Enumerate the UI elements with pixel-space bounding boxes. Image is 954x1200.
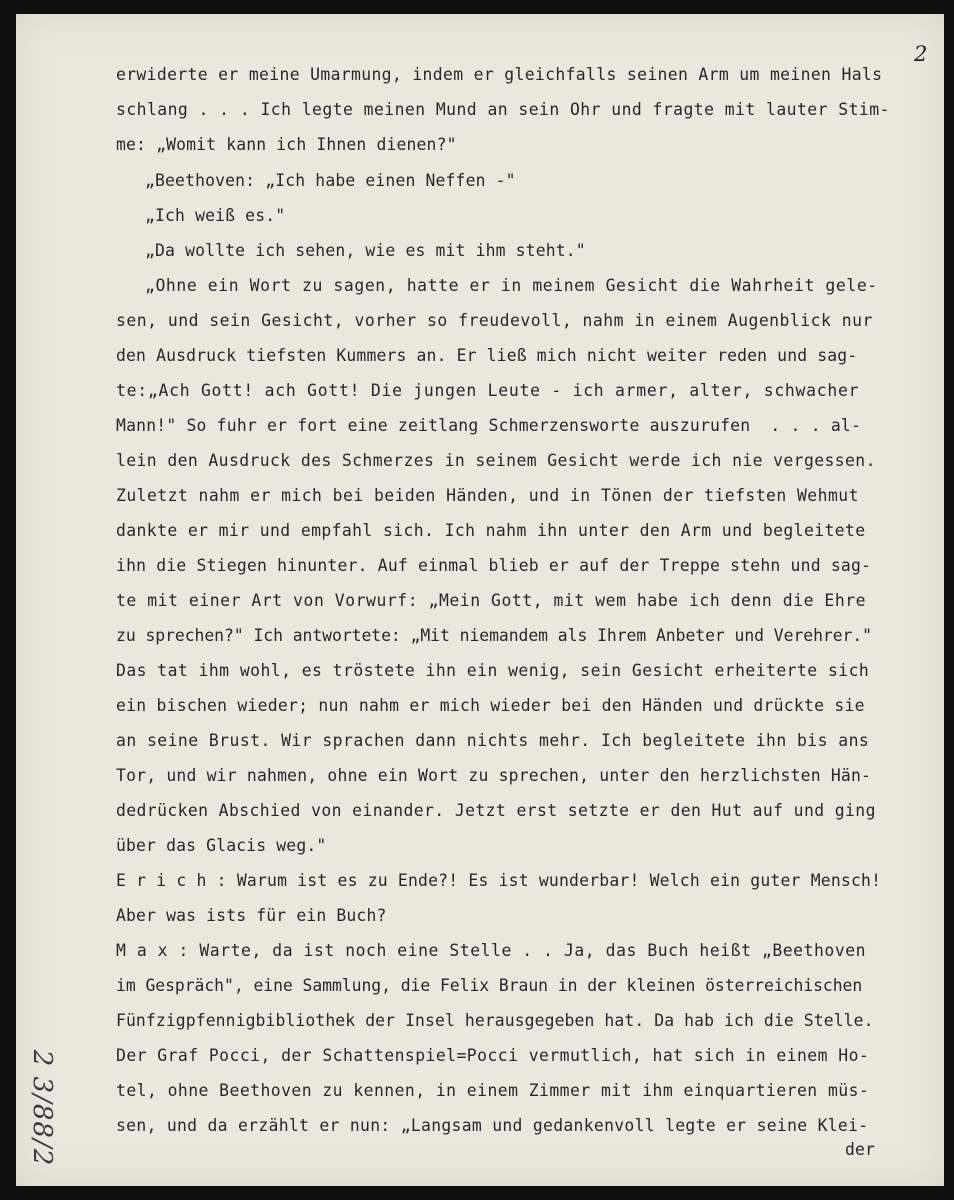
text-line: der [845, 1140, 876, 1159]
text-line: Fünfzigpfennigbibliothek der Insel herausgegeben hat. Da hab ich die Stelle. [116, 1011, 874, 1030]
text-line: über das Glacis weg." [116, 836, 327, 855]
text-line: te:„Ach Gott! ach Gott! Die jungen Leute - ich armer, alter, schwacher [116, 381, 860, 400]
text-line: te mit einer Art von Vorwurf: „Mein Gott, mit wem habe ich denn die Ehre [116, 591, 867, 610]
text-line: Aber was ists für ein Buch? [116, 906, 387, 925]
text-line: dedrücken Abschied von einander. Jetzt erst setzte er den Hut auf und ging [116, 801, 876, 820]
text-line: sen, und da erzählt er nun: „Langsam und gedankenvoll legte er seine Klei- [116, 1116, 869, 1135]
text-line: zu sprechen?" Ich antwortete: „Mit niemandem als Ihrem Anbeter und Verehrer." [116, 626, 872, 645]
text-line: an seine Brust. Wir sprachen dann nichts mehr. Ich begleitete ihn bis ans [116, 731, 870, 750]
page-number: 2 [914, 42, 928, 66]
text-line: tel, ohne Beethoven zu kennen, in einem Zimmer mit ihm einquartieren müs- [116, 1081, 870, 1100]
text-line: „Ich weiß es." [145, 206, 286, 225]
text-line: M a x : Warte, da ist noch eine Stelle . . Ja, das Buch heißt „Beethoven [116, 941, 867, 960]
text-line: „Da wollte ich sehen, wie es mit ihm steht." [145, 241, 586, 260]
text-line: lein den Ausdruck des Schmerzes in seinem Gesicht werde ich nie vergessen. [116, 451, 876, 470]
margin-handwritten-note: 2 3/88/2 [27, 1049, 57, 1167]
text-line: E r i c h : Warum ist es zu Ende?! Es ist wunderbar! Welch ein guter Mensch! [116, 871, 882, 890]
text-line: schlang . . . Ich legte meinen Mund an sein Ohr und fragte mit lauter Stim- [116, 100, 890, 119]
document-page [16, 14, 944, 1186]
text-line: den Ausdruck tiefsten Kummers an. Er ließ mich nicht weiter reden und sag- [116, 346, 858, 365]
text-line: sen, und sein Gesicht, vorher so freudevoll, nahm in einem Augenblick nur [116, 311, 873, 330]
text-line: Zuletzt nahm er mich bei beiden Händen, und in Tönen der tiefsten Wehmut [116, 486, 859, 505]
text-line: Mann!" So fuhr er fort eine zeitlang Schmerzensworte auszurufen . . . al- [116, 416, 862, 435]
text-line: ihn die Stiegen hinunter. Auf einmal blieb er auf der Treppe stehn und sag- [116, 556, 872, 575]
text-line: me: „Womit kann ich Ihnen dienen?" [116, 135, 457, 154]
text-line: im Gespräch", eine Sammlung, die Felix Braun in der kleinen österreichischen [116, 976, 863, 995]
text-line: dankte er mir und empfahl sich. Ich nahm ihn unter den Arm und begleitete [116, 521, 866, 540]
text-line: Der Graf Pocci, der Schattenspiel=Pocci vermutlich, hat sich in einem Ho- [116, 1046, 870, 1065]
text-line: „Beethoven: „Ich habe einen Neffen -" [145, 171, 516, 190]
text-line: „Ohne ein Wort zu sagen, hatte er in meinem Gesicht die Wahrheit gele- [145, 276, 878, 295]
text-line: Das tat ihm wohl, es tröstete ihn ein wenig, sein Gesicht erheiterte sich [116, 661, 870, 680]
text-line: ein bischen wieder; nun nahm er mich wieder bei den Händen und drückte sie [116, 696, 865, 715]
text-line: erwiderte er meine Umarmung, indem er gleichfalls seinen Arm um meinen Hals [116, 65, 883, 84]
text-line: Tor, und wir nahmen, ohne ein Wort zu sprechen, unter den herzlichsten Hän- [116, 766, 872, 785]
